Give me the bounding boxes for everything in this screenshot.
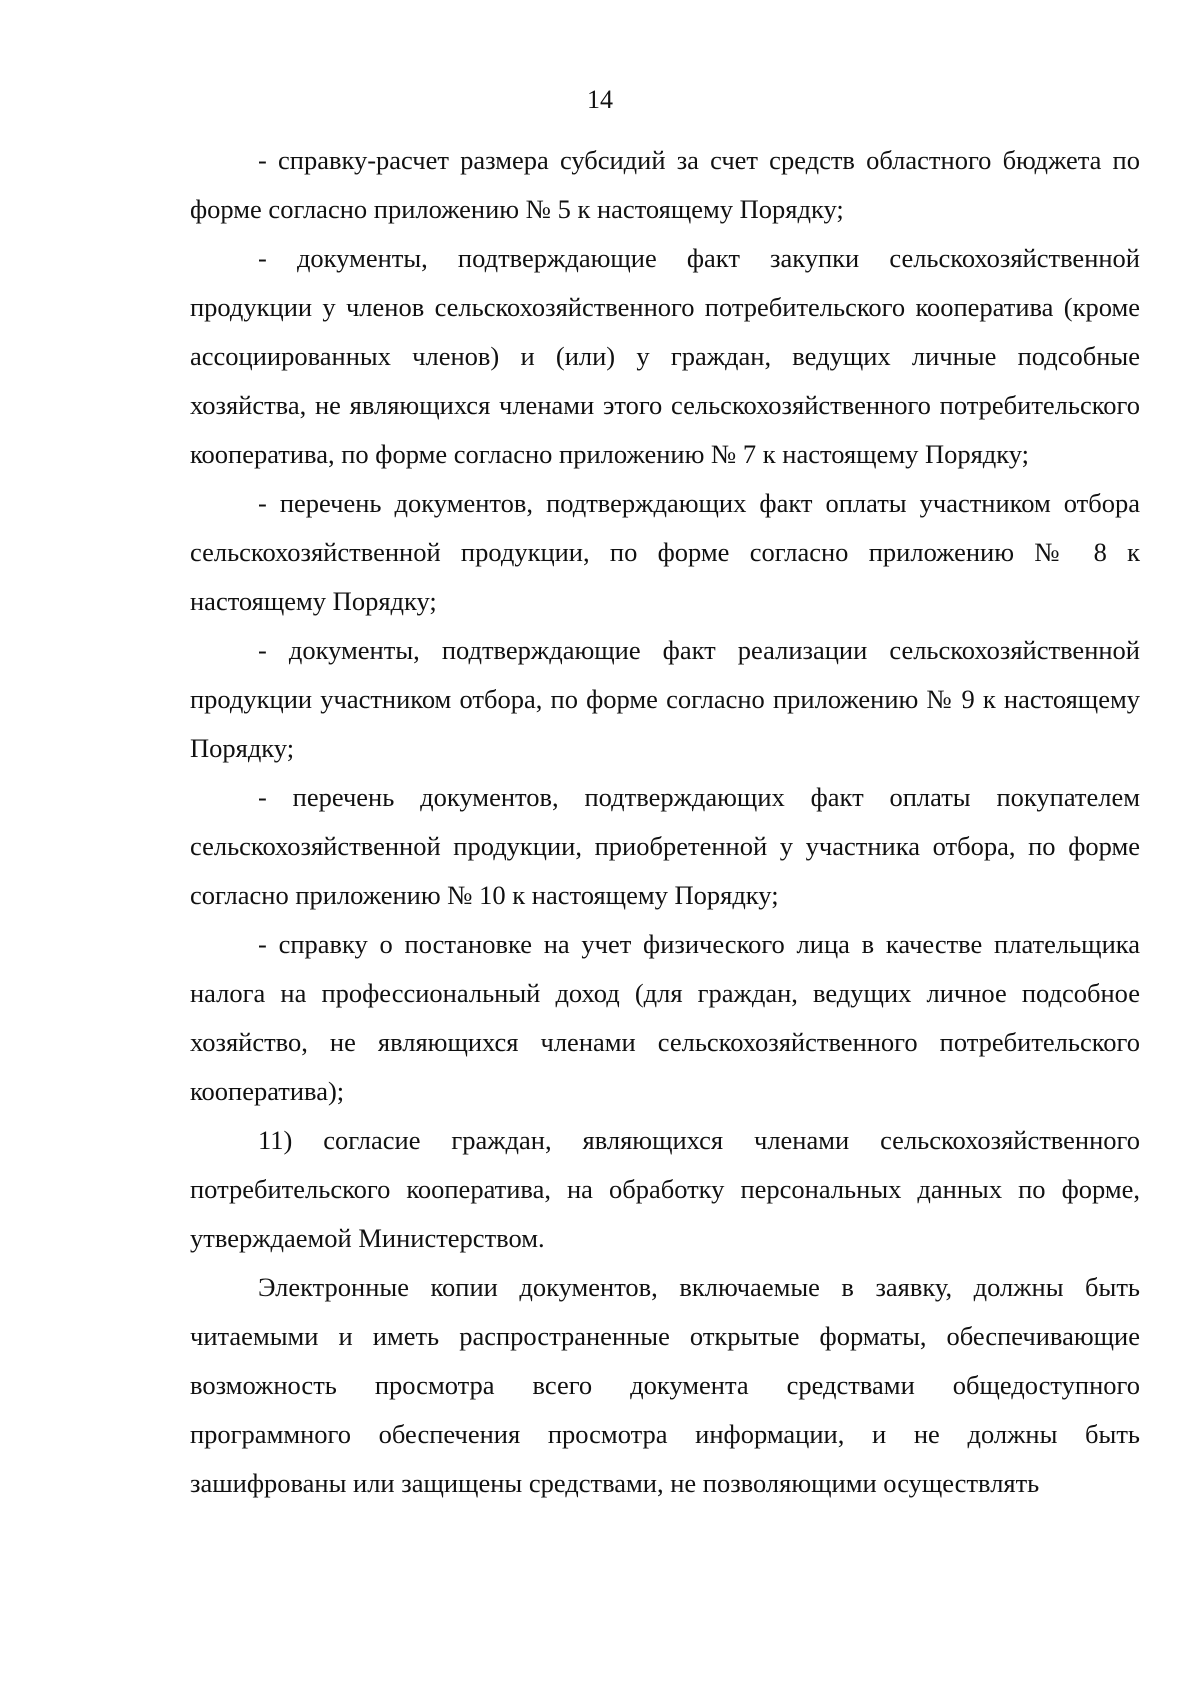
page-number: 14 <box>587 85 613 114</box>
document-body <box>190 136 1140 1508</box>
paragraph-payment-documents-list: - перечень документов, подтверждающих факт оплаты участником отбора сельскохозяйственной продукции, по форме согласно приложению № 8 к настоящему Порядку; <box>190 488 1140 616</box>
paragraph-electronic-copies: Электронные копии документов, включаемые в заявку, должны быть читаемыми и иметь распространенные открытые форматы, обеспечивающие возможность просмотра всего документа средствами общедоступного программного обеспечения просмотра информации, и не должны быть зашифрованы или защищены средствами, не позволяющими осуществлять <box>190 1272 1140 1498</box>
paragraph-personal-data-consent: 11) согласие граждан, являющихся членами сельскохозяйственного потребительского кооператива, на обработку персональных данных по форме, утверждаемой Министерством. <box>190 1125 1140 1253</box>
paragraph-purchase-documents: - документы, подтверждающие факт закупки сельскохозяйственной продукции у членов сельскохозяйственного потребительского кооператива (кроме ассоциированных членов) и (или) у граждан, ведущих личные подсобные хозяйства, не являющихся членами этого сельскохозяйственного потребительского кооператива, по форме согласно приложению № 7 к настоящему Порядку; <box>190 243 1140 469</box>
paragraph-sale-documents: - документы, подтверждающие факт реализации сельскохозяйственной продукции участником отбора, по форме согласно приложению № 9 к настоящему Порядку; <box>190 635 1140 763</box>
paragraph-tax-registration-certificate: - справку о постановке на учет физического лица в качестве плательщика налога на профессиональный доход (для граждан, ведущих личное подсобное хозяйство, не являющихся членами сельскохозяйственного потребительского кооператива); <box>190 929 1140 1106</box>
paragraph-calculation-certificate: - справку-расчет размера субсидий за счет средств областного бюджета по форме согласно приложению № 5 к настоящему Порядку; <box>190 145 1140 224</box>
paragraph-buyer-payment-documents: - перечень документов, подтверждающих факт оплаты покупателем сельскохозяйственной продукции, приобретенной у участника отбора, по форме согласно приложению № 10 к настоящему Порядку; <box>190 782 1140 910</box>
